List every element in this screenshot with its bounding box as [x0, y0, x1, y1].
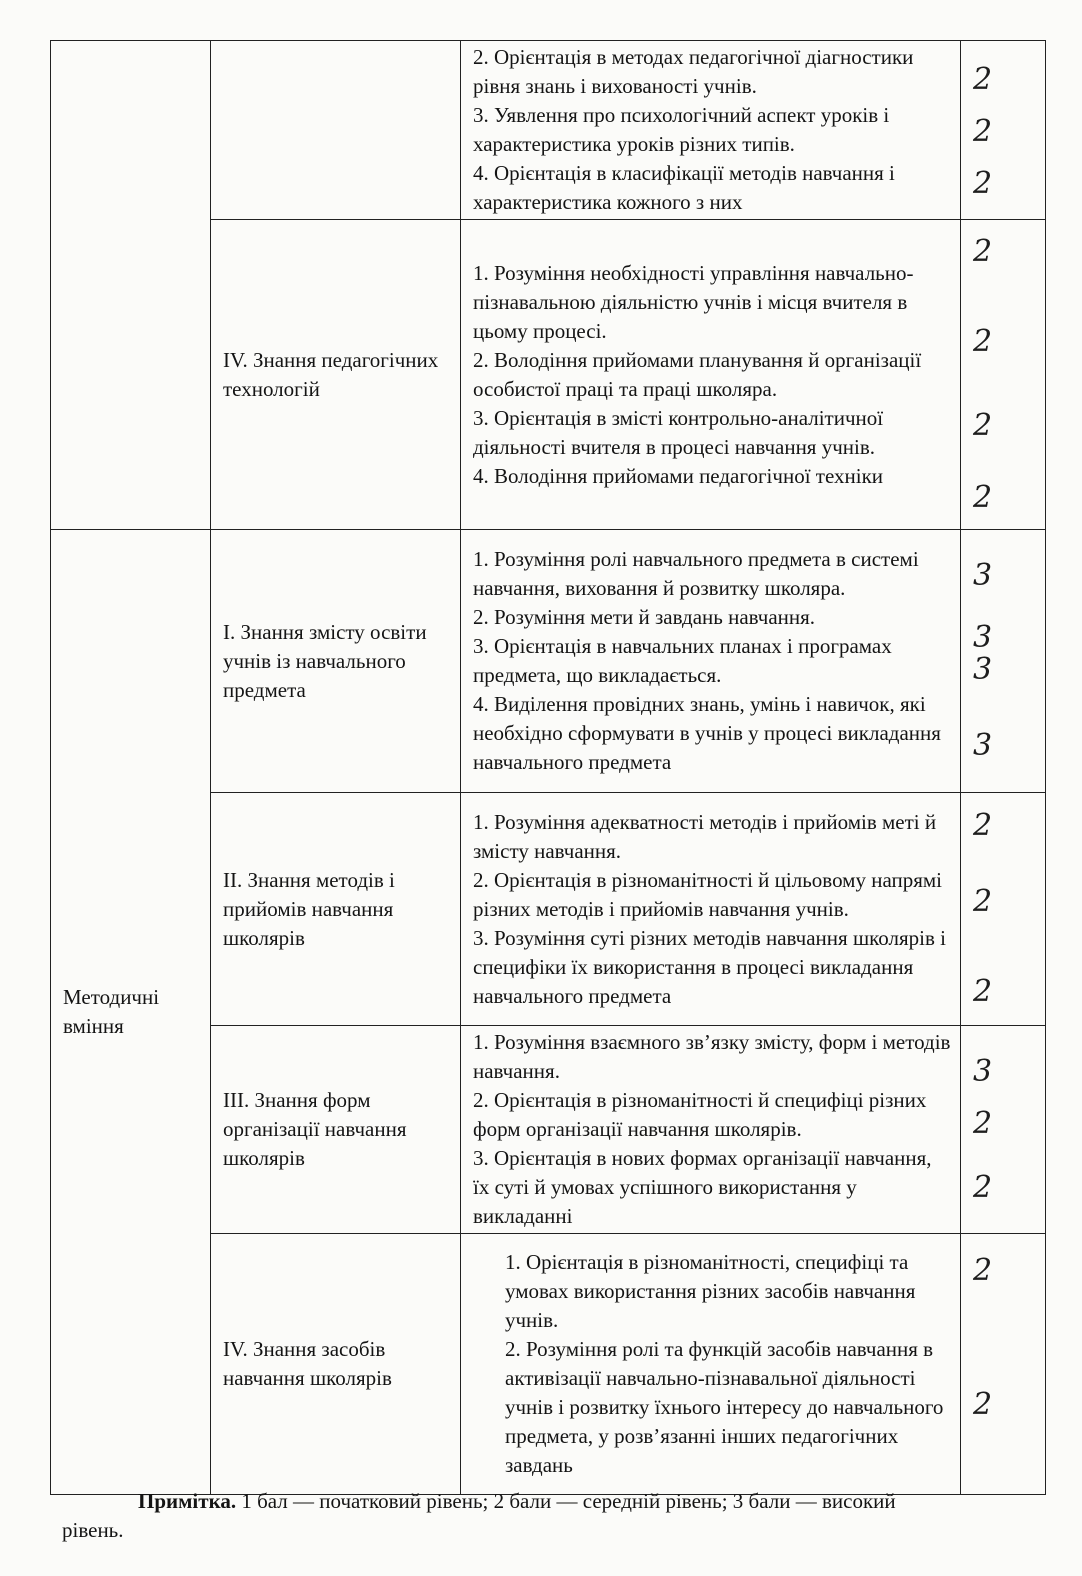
topic-cell: IV. Знання педагогічних технологій — [211, 220, 461, 530]
area-cell: Методичні вміння — [51, 530, 211, 1495]
score-mark: 2 — [973, 974, 993, 1009]
criterion-item: 2. Орієнтація в методах педагогічної діагностики рівня знань і вихованості учнів. — [473, 45, 914, 98]
score-mark: 2 — [973, 1253, 993, 1288]
criterion-item: 3. Розуміння суті різних методів навчання школярів і специфіки їх використання в процесі викладання навчального предмета — [473, 925, 946, 1008]
criteria-cell — [461, 793, 961, 1026]
score-mark: 3 — [973, 652, 993, 687]
footnote-text: 1 бал — початковий рівень; 2 бали — середній рівень; 3 бали — високий рівень. — [62, 1489, 896, 1542]
assessment-table — [50, 40, 1046, 1495]
score-mark: 3 — [973, 728, 993, 763]
topic-cell — [211, 41, 461, 220]
area-cell — [51, 41, 211, 530]
topic-cell: I. Знання змісту освіти учнів із навчального предмета — [211, 530, 461, 793]
table-row — [51, 530, 1046, 793]
criterion-item: 3. Орієнтація в змісті контрольно-аналітичної діяльності вчителя в процесі навчання учнів. — [473, 405, 884, 459]
score-mark: 2 — [973, 1169, 993, 1205]
criteria-cell — [461, 220, 961, 530]
criterion-item: 4. Володіння прийомами педагогічної техніки — [473, 463, 884, 488]
score-cell — [961, 1026, 1046, 1234]
criteria-cell — [461, 530, 961, 793]
criterion-item: 3. Уявлення про психологічний аспект уроків і характеристика уроків різних типів. — [473, 103, 890, 156]
criterion-item: 4. Орієнтація в класифікації методів навчання і характеристика кожного з них — [473, 161, 895, 214]
score-mark: 2 — [973, 114, 993, 149]
topic-cell: IV. Знання засобів навчання школярів — [211, 1234, 461, 1495]
criterion-item: 1. Розуміння ролі навчального предмета в системі навчання, виховання й розвитку школяра. — [473, 547, 919, 600]
criterion-item: 2. Орієнтація в різноманітності й специфіці різних форм організації навчання школярів. — [473, 1088, 927, 1141]
criterion-item: 2. Володіння прийомами планування й організації особистої праці та праці школяра. — [473, 347, 922, 401]
score-mark: 2 — [973, 323, 993, 359]
score-cell — [961, 793, 1046, 1026]
score-mark: 3 — [973, 620, 993, 655]
score-cell — [961, 220, 1046, 530]
score-mark: 2 — [973, 407, 993, 443]
score-mark: 3 — [973, 558, 993, 593]
footnote — [62, 1487, 962, 1545]
score-mark: 2 — [973, 808, 993, 843]
criteria-cell — [461, 1026, 961, 1234]
criterion-item: 2. Орієнтація в різноманітності й цільовому напрямі різних методів і прийомів навчання учнів. — [473, 867, 943, 921]
criterion-item: 4. Виділення провідних знань, умінь і навичок, які необхідно сформувати в учнів у процесі викладання навчального предмета — [473, 692, 941, 774]
criterion-item: 3. Орієнтація в навчальних планах і програмах предмета, що викладається. — [473, 634, 892, 687]
criterion-item: 1. Розуміння адекватності методів і прийомів меті й змісту навчання. — [473, 809, 937, 863]
criterion-item: 3. Орієнтація в нових формах організації навчання, їх суті й умовах успішного використання у викладанні — [473, 1146, 932, 1228]
score-cell — [961, 41, 1046, 220]
footnote-label: Примітка. — [138, 1489, 237, 1513]
criterion-item: 2. Розуміння ролі та функцій засобів навчання в активізації навчально-пізнавальної діяльності учнів і розвитку їхнього інтересу до навчального предмета, у розв’язанні інших педагогічних завдань — [505, 1337, 944, 1477]
score-mark: 2 — [973, 62, 993, 97]
topic-cell: III. Знання форм організації навчання школярів — [211, 1026, 461, 1234]
criterion-item: 1. Орієнтація в різноманітності, специфіці та умовах використання різних засобів навчання учнів. — [505, 1250, 916, 1332]
criteria-cell — [461, 41, 961, 220]
score-mark: 2 — [973, 233, 993, 269]
criterion-item: 1. Розуміння необхідності управління навчально-пізнавальною діяльністю учнів і місця вчителя в цьому процесі. — [473, 260, 914, 343]
score-mark: 2 — [973, 884, 993, 919]
score-mark: 2 — [973, 1105, 993, 1141]
criterion-item: 2. Розуміння мети й завдань навчання. — [473, 605, 816, 629]
score-mark: 3 — [973, 1053, 993, 1089]
score-mark: 2 — [973, 1387, 993, 1422]
score-mark: 2 — [973, 166, 993, 201]
table-row — [51, 41, 1046, 220]
score-mark: 2 — [973, 479, 993, 515]
score-cell — [961, 530, 1046, 793]
criteria-cell — [461, 1234, 961, 1495]
score-cell — [961, 1234, 1046, 1495]
topic-cell: II. Знання методів і прийомів навчання школярів — [211, 793, 461, 1026]
criterion-item: 1. Розуміння взаємного зв’язку змісту, форм і методів навчання. — [473, 1030, 951, 1083]
